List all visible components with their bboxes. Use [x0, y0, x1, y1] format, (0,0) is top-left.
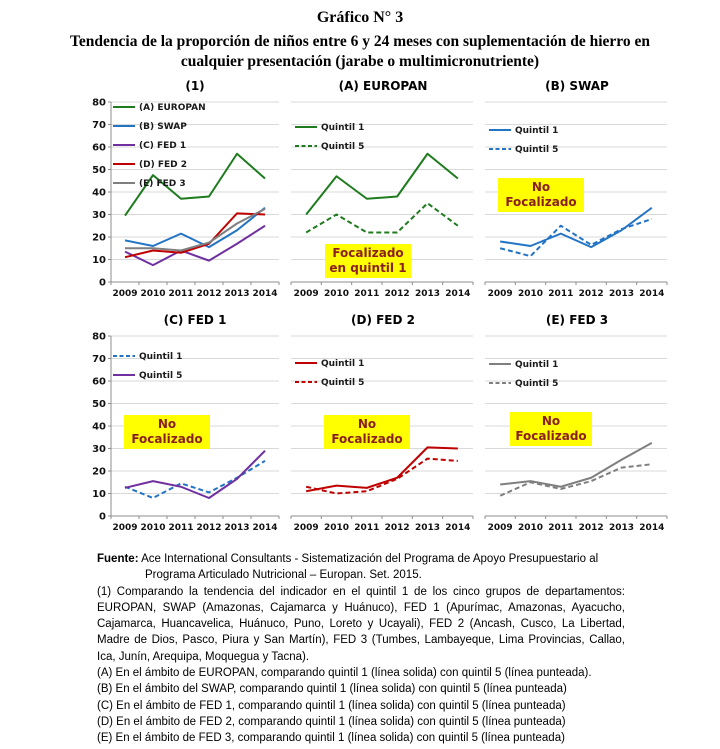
svg-text:2009: 2009	[293, 523, 319, 533]
svg-text:2012: 2012	[578, 289, 604, 299]
page-title: Gráfico N° 3	[316, 9, 404, 26]
svg-text:2011: 2011	[354, 289, 380, 299]
svg-text:2011: 2011	[548, 523, 574, 533]
svg-text:2010: 2010	[140, 289, 166, 299]
svg-text:2013: 2013	[414, 289, 441, 299]
svg-text:(E) FED 3: (E) FED 3	[139, 179, 186, 189]
svg-text:2014: 2014	[445, 523, 471, 533]
svg-text:10: 10	[92, 255, 106, 266]
note-1: (1) Comparando la tendencia del indicador en el quintil 1 de los cinco grupos de departamentos: EUROPAN, SWAP (Amazonas, Cajamarca y Huánuco), FED 1 (Apurímac, Amazonas, Ayacucho, Cajamarca, Huancavelica, Huánuco, Puno, Loreto y Ucayali), FED 2 (Ancash, Cusco, La Libertad, Madre de Dios, Pasco, Piura y San Martín), FED 3 (Tumbes, Lambayeque, Lima Provincias, Callao, Ica, Junín, Arequipa, Moquegua y Tacna).	[97, 585, 625, 663]
annotation-label: No Focalizado	[498, 178, 584, 212]
annotation-label: No Focalizado	[510, 412, 592, 446]
svg-text:80: 80	[92, 331, 106, 343]
plot-area	[288, 94, 478, 302]
svg-text:50: 50	[92, 165, 106, 176]
svg-text:10: 10	[92, 489, 106, 500]
chart-title: (D) FED 2	[351, 313, 415, 327]
svg-text:80: 80	[92, 97, 106, 109]
svg-text:2009: 2009	[112, 523, 138, 533]
svg-text:2011: 2011	[354, 523, 380, 533]
svg-text:Quintil 1: Quintil 1	[139, 352, 183, 362]
chart-panel-swap	[482, 80, 672, 302]
svg-text:2012: 2012	[578, 523, 604, 533]
svg-text:20: 20	[92, 232, 106, 244]
svg-text:2014: 2014	[639, 289, 665, 299]
chart-title: (C) FED 1	[163, 313, 227, 327]
svg-text:2011: 2011	[168, 523, 194, 533]
chart-panel-fed1	[84, 314, 284, 536]
fuente-label: Fuente:	[97, 553, 139, 565]
annotation-label: No Focalizado	[324, 415, 410, 449]
note-a: (A) En el ámbito de EUROPAN, comparando quintil 1 (línea solida) con quintil 5 (línea punteada).	[97, 667, 592, 680]
chart-title: (B) SWAP	[545, 79, 609, 93]
svg-text:2014: 2014	[252, 523, 278, 533]
figure-subtitle-line1: Tendencia de la proporción de niños entre 6 y 24 meses con suplementación de hierro en	[70, 33, 650, 50]
svg-text:40: 40	[92, 421, 106, 433]
svg-text:(B) SWAP: (B) SWAP	[139, 122, 187, 132]
chart-canvas	[84, 94, 284, 302]
svg-text:70: 70	[92, 354, 106, 365]
note-e: (E) En el ámbito de FED 3, comparando quintil 1 (línea solida) con quintil 5 (línea punteada)	[97, 732, 565, 745]
svg-text:40: 40	[92, 187, 106, 199]
chart-panel-fed2	[288, 314, 478, 536]
svg-text:2012: 2012	[196, 289, 222, 299]
svg-text:Quintil 5: Quintil 5	[321, 142, 365, 152]
svg-text:2012: 2012	[384, 289, 410, 299]
svg-text:0: 0	[99, 511, 106, 523]
svg-text:20: 20	[92, 466, 106, 478]
figure-subtitle-line2: cualquier presentación (jarabe o multimicronutriente)	[180, 53, 540, 70]
note-b: (B) En el ámbito del SWAP, comparando quintil 1 (línea solida) con quintil 5 (línea punteada)	[97, 683, 567, 696]
svg-text:2010: 2010	[323, 523, 350, 533]
svg-text:2014: 2014	[252, 289, 278, 299]
svg-text:Quintil 1: Quintil 1	[321, 359, 365, 369]
svg-text:2014: 2014	[445, 289, 471, 299]
svg-text:Quintil 1: Quintil 1	[321, 123, 365, 133]
svg-text:(A) EUROPAN: (A) EUROPAN	[139, 103, 206, 113]
svg-text:2009: 2009	[293, 289, 319, 299]
svg-text:2013: 2013	[414, 523, 441, 533]
svg-text:Quintil 5: Quintil 5	[515, 145, 559, 155]
svg-text:2013: 2013	[608, 289, 635, 299]
svg-text:(D) FED 2: (D) FED 2	[139, 160, 187, 170]
plot-area	[84, 94, 284, 302]
svg-text:2013: 2013	[224, 523, 250, 533]
svg-text:2013: 2013	[224, 289, 250, 299]
svg-text:2010: 2010	[517, 289, 544, 299]
fuente-text: Ace International Consultants - Sistematización del Programa de Apoyo Presupuestario al	[141, 553, 599, 565]
svg-text:50: 50	[92, 399, 106, 410]
footnotes	[97, 551, 625, 747]
svg-text:2012: 2012	[196, 523, 222, 533]
svg-text:30: 30	[92, 210, 106, 221]
svg-text:2011: 2011	[168, 289, 194, 299]
svg-text:2009: 2009	[487, 289, 513, 299]
plot-area	[288, 328, 478, 536]
chart-panel-europan	[288, 80, 478, 302]
svg-text:Quintil 1: Quintil 1	[515, 360, 559, 370]
note-d: (D) En el ámbito de FED 2, comparando quintil 1 (línea solida) con quintil 5 (línea punteada)	[97, 715, 566, 728]
svg-text:2011: 2011	[548, 289, 574, 299]
svg-text:60: 60	[92, 376, 106, 388]
svg-text:60: 60	[92, 142, 106, 154]
chart-title: (A) EUROPAN	[338, 79, 428, 93]
chart-title: (E) FED 3	[545, 313, 609, 327]
svg-text:Quintil 5: Quintil 5	[139, 371, 183, 381]
figure-title-block	[0, 9, 720, 72]
svg-text:2013: 2013	[608, 523, 635, 533]
annotation-label: No Focalizado	[124, 415, 210, 449]
plot-area	[482, 94, 672, 302]
figure-subtitle	[60, 32, 660, 72]
chart-panel-overview	[84, 80, 284, 302]
svg-text:2014: 2014	[639, 523, 665, 533]
svg-text:Quintil 1: Quintil 1	[515, 126, 559, 136]
plot-area	[84, 328, 284, 536]
svg-text:2009: 2009	[487, 523, 513, 533]
svg-text:0: 0	[99, 277, 106, 289]
svg-text:2010: 2010	[323, 289, 350, 299]
svg-text:Quintil 5: Quintil 5	[321, 378, 365, 388]
fuente-line	[97, 551, 625, 567]
svg-text:(C) FED 1: (C) FED 1	[139, 141, 187, 151]
chart-title: (1)	[185, 79, 205, 93]
svg-text:Quintil 5: Quintil 5	[515, 379, 559, 389]
plot-area	[482, 328, 672, 536]
chart-panel-fed3	[482, 314, 672, 536]
svg-text:2009: 2009	[112, 289, 138, 299]
note-c: (C) En el ámbito de FED 1, comparando quintil 1 (línea solida) con quintil 5 (línea punteada)	[97, 699, 566, 712]
svg-text:2012: 2012	[384, 523, 410, 533]
svg-text:70: 70	[92, 120, 106, 131]
annotation-label: Focalizado en quintil 1	[325, 244, 411, 278]
svg-text:30: 30	[92, 444, 106, 455]
svg-text:2010: 2010	[517, 523, 544, 533]
svg-text:2010: 2010	[140, 523, 166, 533]
charts-grid	[84, 80, 672, 536]
fuente-continuation: Programa Articulado Nutricional – Europan. Set. 2015.	[145, 569, 422, 582]
